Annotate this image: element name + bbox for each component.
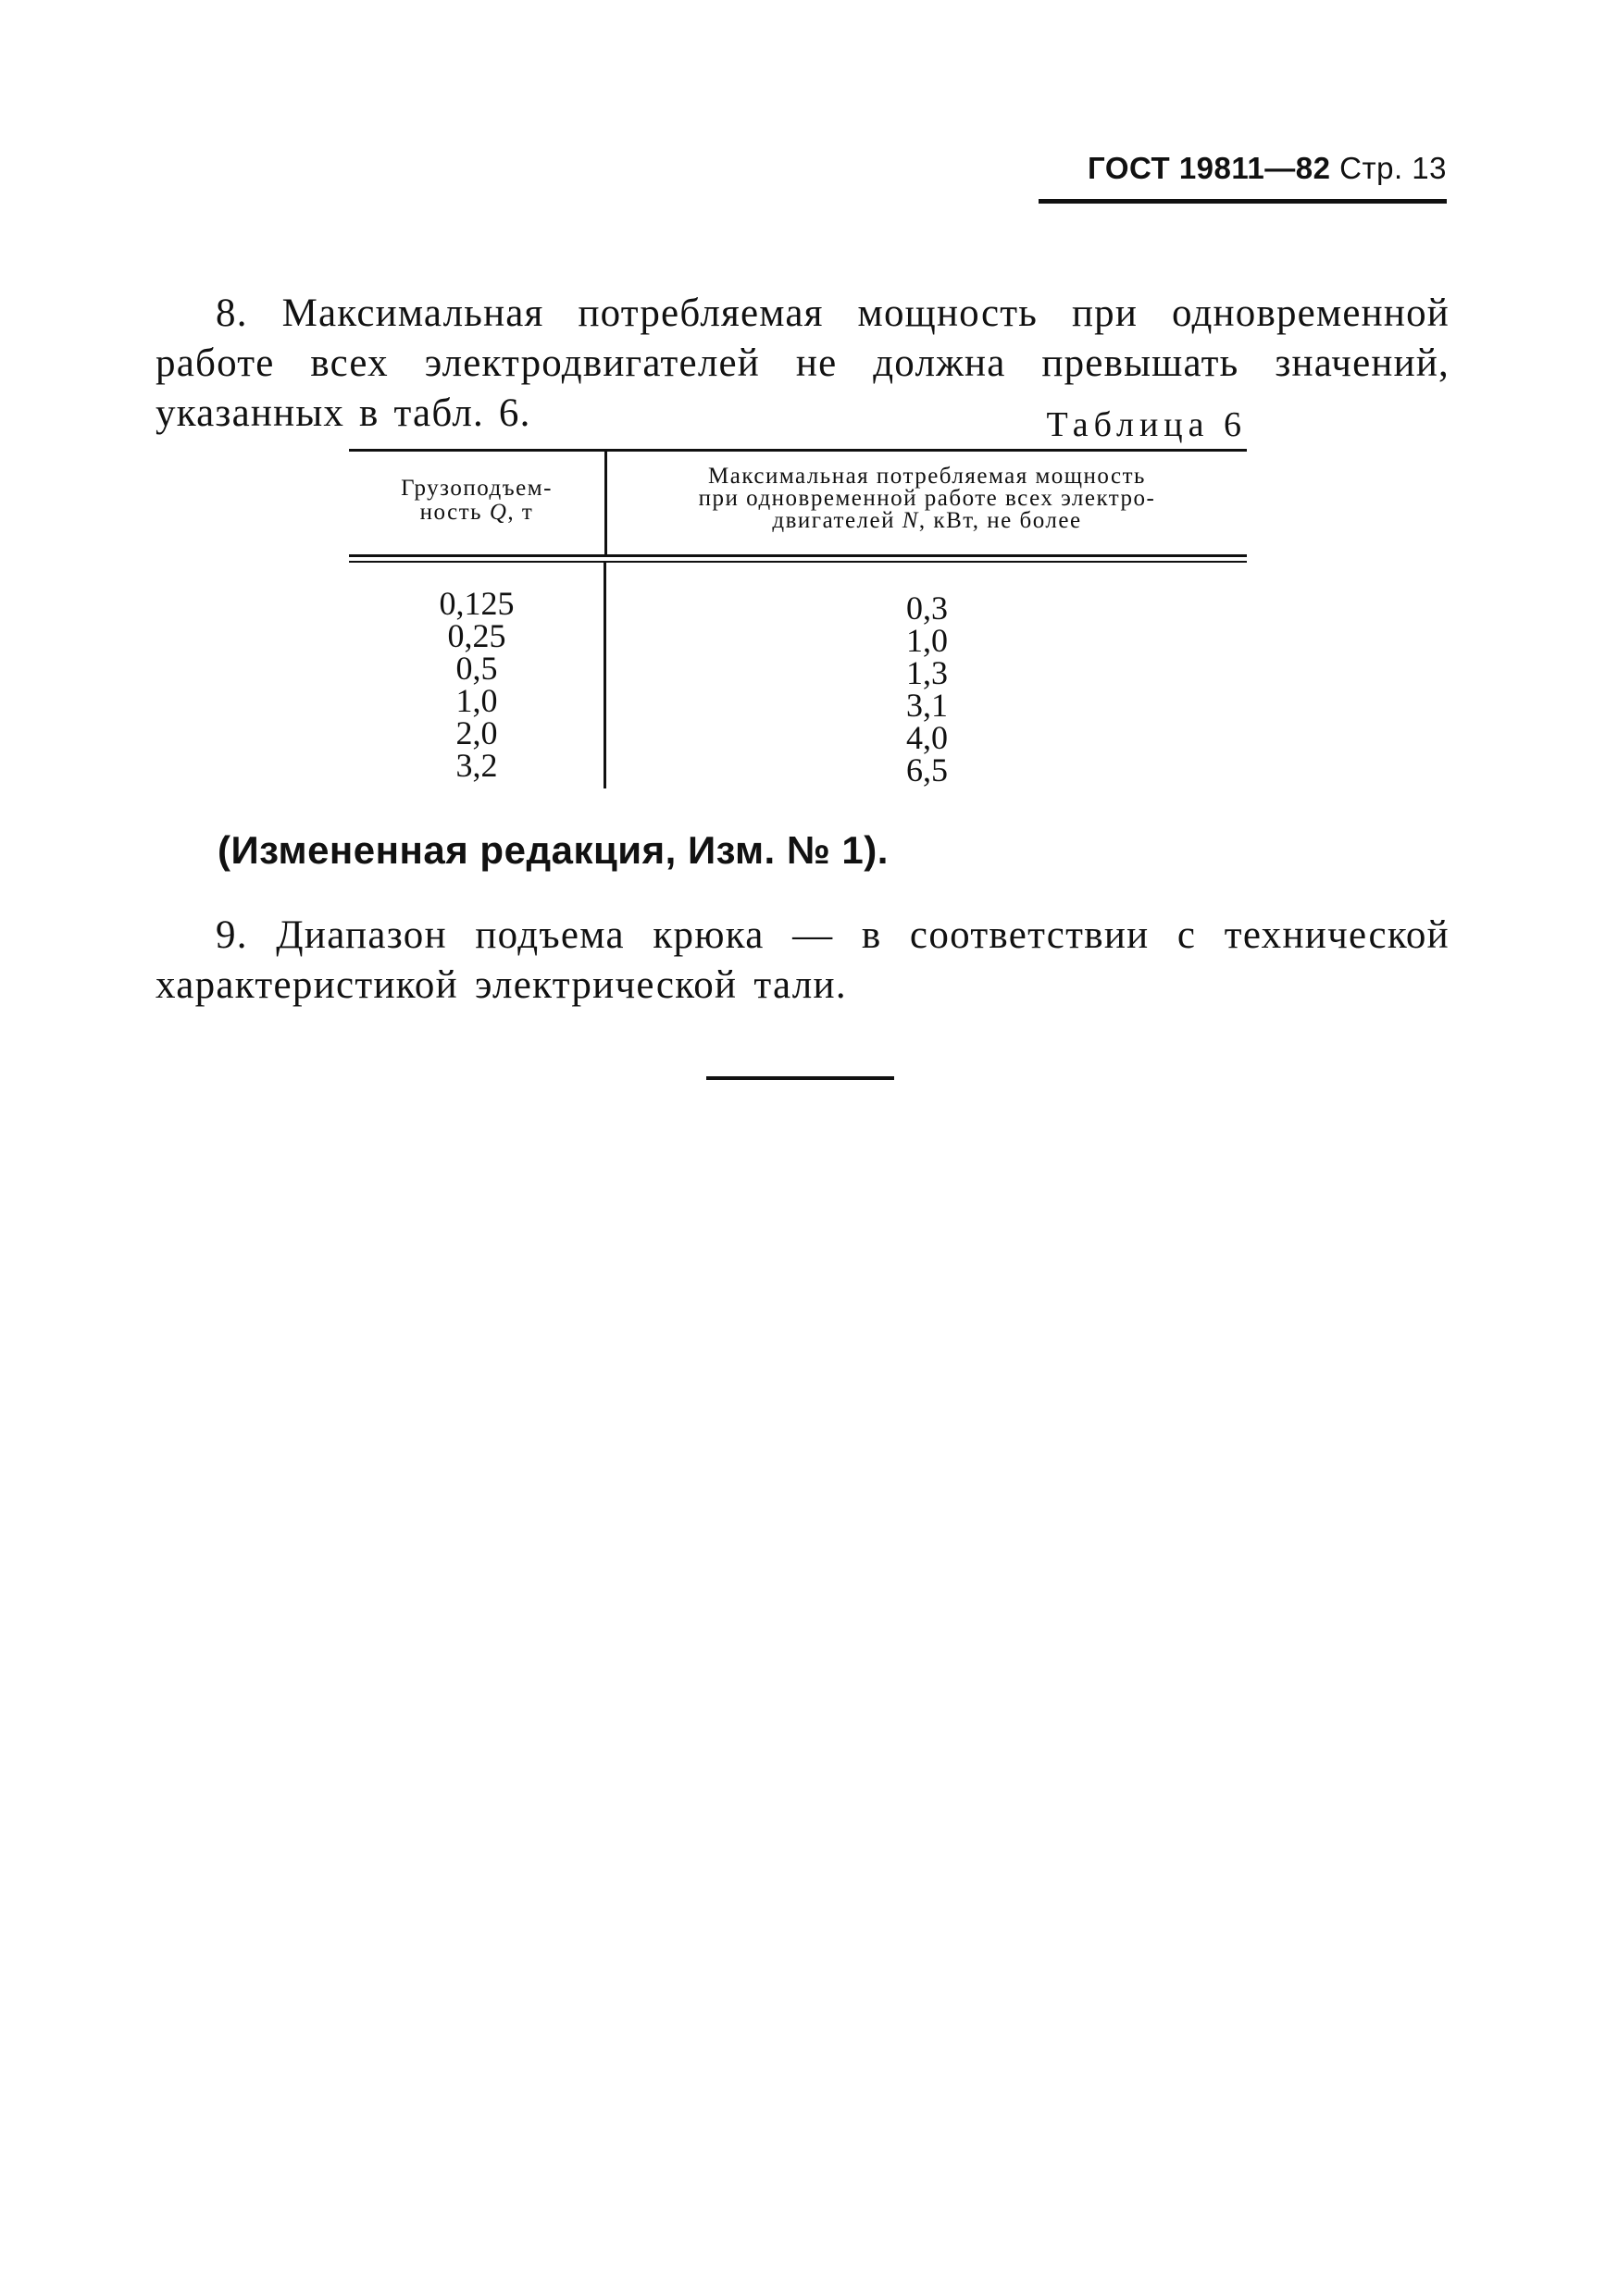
capacity-cell: 2,0 (455, 714, 498, 751)
amendment-note: (Измененная редакция, Изм. № 1). (218, 828, 889, 872)
header-rule (1039, 199, 1447, 204)
page-header (1088, 151, 1447, 186)
table-caption: Таблица 6 (1046, 405, 1247, 444)
column-header-power-line2: при одновременной работе всех электро- (698, 486, 1156, 511)
power-cell: 1,3 (906, 654, 948, 691)
capacity-cell: 3,2 (455, 747, 498, 784)
column-header-capacity-line2: ность Q, т (419, 500, 534, 525)
end-rule (706, 1076, 894, 1080)
capacity-cell: 0,25 (447, 617, 506, 654)
column-header-capacity (349, 477, 604, 525)
standard-number: ГОСТ 19811—82 (1088, 151, 1331, 185)
capacity-cell: 1,0 (455, 682, 498, 719)
power-cell: 6,5 (906, 751, 948, 788)
header-bottom-rule-double (349, 561, 1247, 563)
power-cell: 4,0 (906, 719, 948, 756)
column-header-power (607, 465, 1247, 532)
capacity-column (349, 585, 604, 784)
column-header-power-line1: Максимальная потребляемая мощность (708, 464, 1146, 489)
table-top-rule (349, 449, 1247, 452)
header-bottom-rule (349, 554, 1247, 557)
column-header-power-line3: двигателей N, кВт, не более (772, 508, 1082, 533)
column-header-capacity-line1: Грузоподъем- (401, 476, 553, 501)
power-column (607, 592, 1247, 787)
paragraph-8: 8. Максимальная потребляемая мощность при одновременной работе всех электродвигателей не должна превышать значений, указанных в табл. 6. (156, 292, 1450, 435)
capacity-cell: 0,125 (439, 585, 515, 622)
page-number: Стр. 13 (1339, 151, 1447, 185)
power-cell: 0,3 (906, 590, 948, 627)
paragraph-9: 9. Диапазон подъема крюка — в соответствии с технической характеристикой электрической тали. (156, 913, 1450, 1007)
power-cell: 3,1 (906, 687, 948, 724)
capacity-cell: 0,5 (455, 650, 498, 687)
power-cell: 1,0 (906, 622, 948, 659)
